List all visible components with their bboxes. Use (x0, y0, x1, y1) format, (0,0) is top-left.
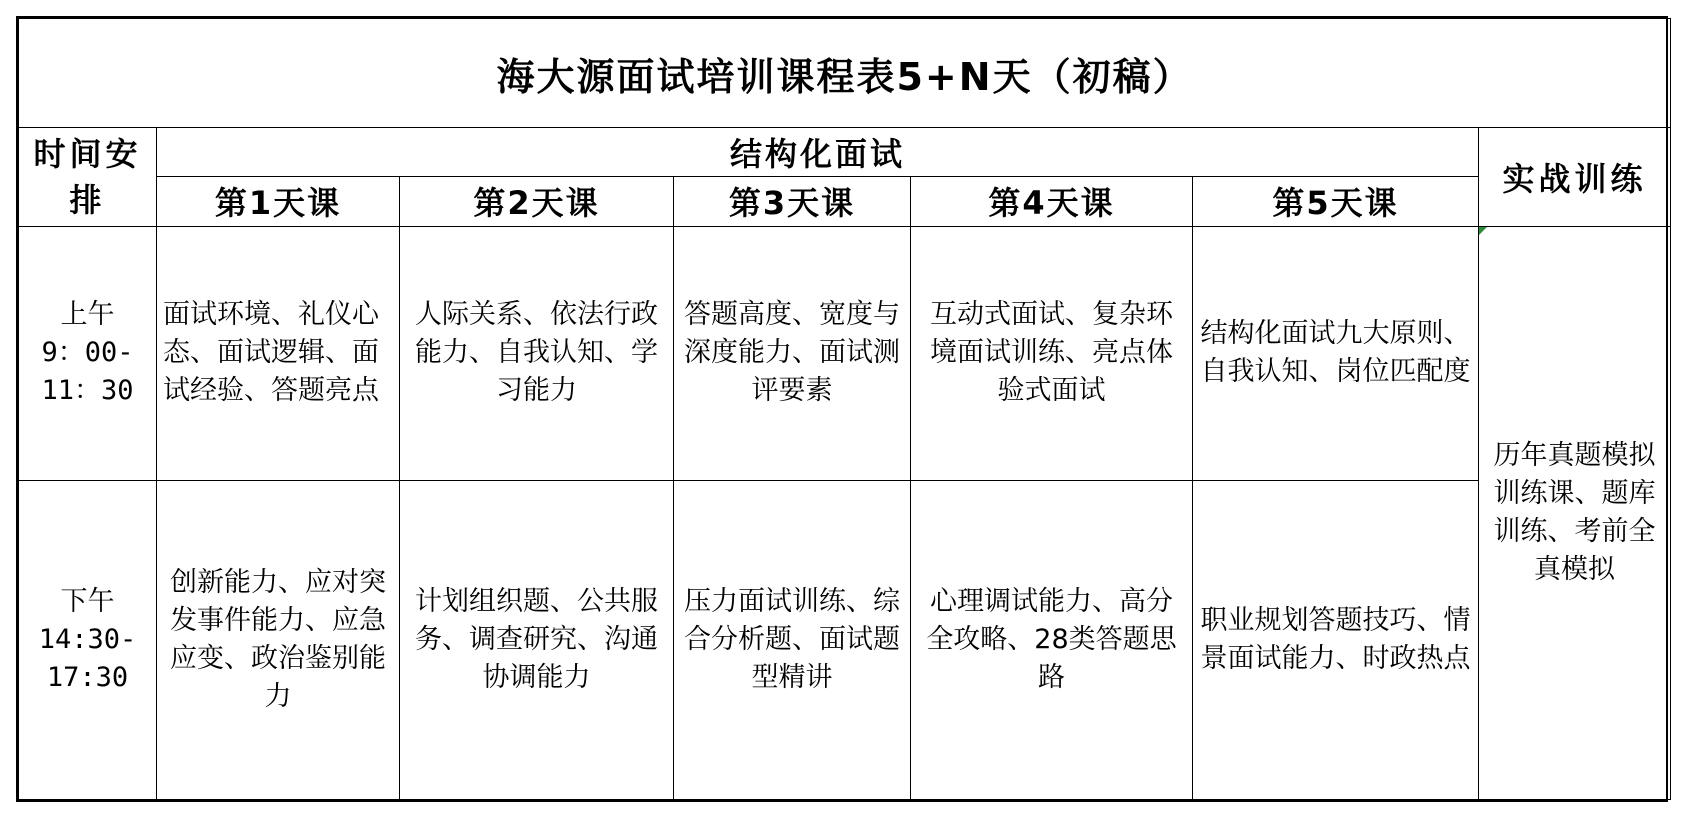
time-header: 时间安排 (19, 128, 157, 226)
period-label: 上午 (60, 299, 115, 331)
course-cell: 压力面试训练、综合分析题、面试题型精讲 (674, 481, 911, 800)
course-cell: 心理调试能力、高分全攻略、28类答题思路 (911, 481, 1193, 800)
course-cell: 答题高度、宽度与深度能力、面试测评要素 (674, 226, 911, 481)
schedule-table (18, 18, 1671, 800)
afternoon-time-cell (19, 481, 157, 800)
morning-time-cell (19, 226, 157, 481)
period-label: 下午 (60, 586, 115, 618)
day-header: 第2天课 (400, 177, 674, 226)
day-header: 第4天课 (911, 177, 1193, 226)
practice-header: 实战训练 (1479, 128, 1671, 226)
day-header: 第3天课 (674, 177, 911, 226)
course-cell: 职业规划答题技巧、情景面试能力、时政热点 (1193, 481, 1479, 800)
day-header: 第5天课 (1193, 177, 1479, 226)
course-cell: 人际关系、依法行政能力、自我认知、学习能力 (400, 226, 674, 481)
day-header: 第1天课 (157, 177, 400, 226)
schedule-sheet (16, 16, 1668, 802)
time-range: 9：00-11：30 (41, 337, 134, 407)
course-cell: 创新能力、应对突发事件能力、应急应变、政治鉴别能力 (157, 481, 400, 800)
cell-comment-marker (1479, 227, 1487, 235)
course-cell: 计划组织题、公共服务、调查研究、沟通协调能力 (400, 481, 674, 800)
course-cell: 互动式面试、复杂环境面试训练、亮点体验式面试 (911, 226, 1193, 481)
practice-cell (1479, 226, 1671, 799)
practice-content: 历年真题模拟训练课、题库训练、考前全真模拟 (1493, 439, 1656, 585)
page-title: 海大源面试培训课程表5+N天（初稿） (19, 19, 1671, 128)
time-range: 14:30-17:30 (38, 624, 137, 694)
structured-interview-header: 结构化面试 (157, 128, 1479, 177)
course-cell: 面试环境、礼仪心态、面试逻辑、面试经验、答题亮点 (157, 226, 400, 481)
course-cell: 结构化面试九大原则、自我认知、岗位匹配度 (1193, 226, 1479, 481)
